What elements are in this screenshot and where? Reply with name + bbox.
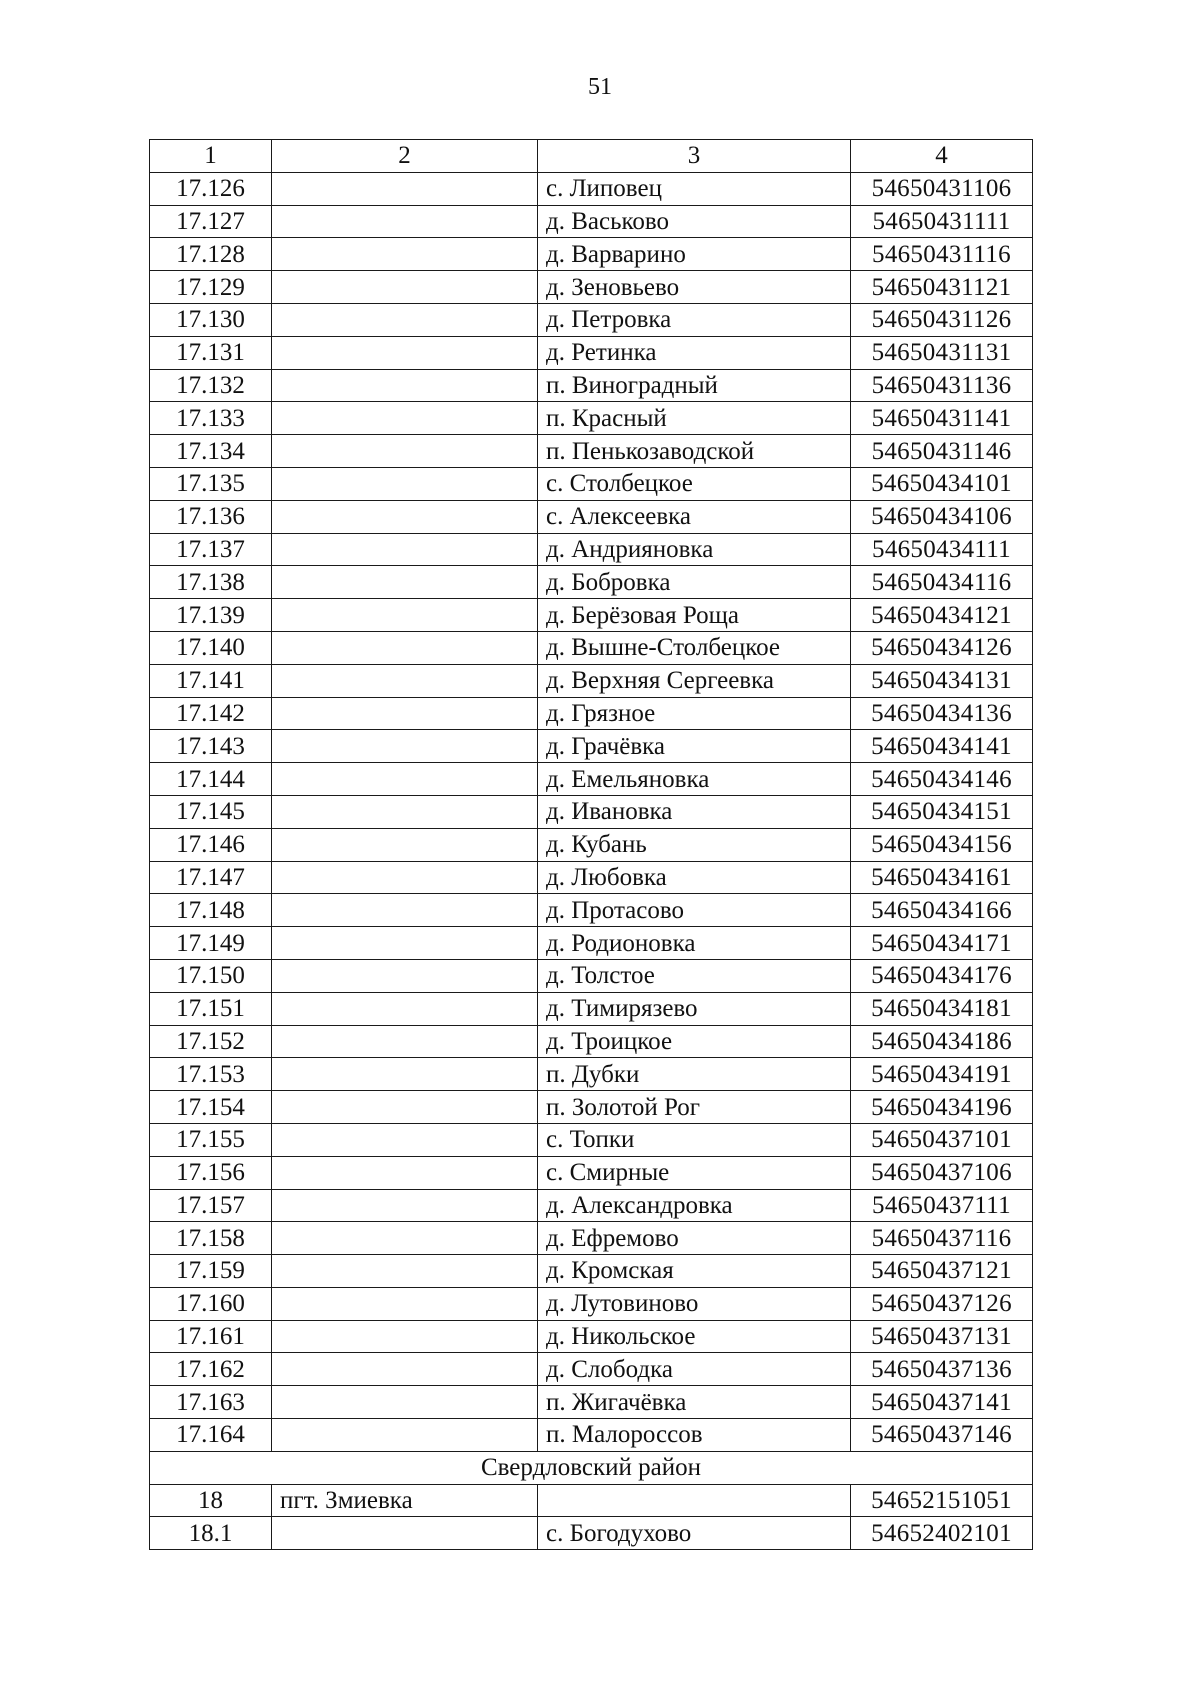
oktmo-code-cell: 54650434181 [851,992,1033,1025]
oktmo-code-cell: 54650434131 [851,664,1033,697]
settlement-cell: д. Грязное [538,697,851,730]
municipality-cell [272,828,538,861]
settlement-cell: с. Топки [538,1123,851,1156]
municipality-cell [272,1058,538,1091]
table-row [150,238,1033,271]
table-body [150,140,1033,1550]
table-row [150,369,1033,402]
municipality-cell [272,599,538,632]
settlement-cell: с. Алексеевка [538,500,851,533]
municipality-cell [272,992,538,1025]
municipality-cell [272,205,538,238]
row-number-cell: 17.160 [150,1287,272,1320]
municipality-cell [272,763,538,796]
settlement-cell: д. Кромская [538,1255,851,1288]
oktmo-code-cell: 54650434146 [851,763,1033,796]
table-row [150,1189,1033,1222]
settlement-cell: п. Дубки [538,1058,851,1091]
row-number-cell: 17.143 [150,730,272,763]
municipality-cell [272,631,538,664]
row-number-cell: 17.137 [150,533,272,566]
table-row [150,861,1033,894]
municipality-cell [272,1320,538,1353]
municipality-cell [272,927,538,960]
row-number-cell: 17.154 [150,1091,272,1124]
oktmo-code-cell: 54650434141 [851,730,1033,763]
municipality-cell [272,303,538,336]
settlement-cell: д. Андрияновка [538,533,851,566]
table-row [150,172,1033,205]
oktmo-code-cell: 54650437121 [851,1255,1033,1288]
row-number-cell: 17.149 [150,927,272,960]
municipality-cell [272,566,538,599]
settlement-cell: п. Красный [538,402,851,435]
municipality-cell [272,730,538,763]
row-number-cell: 17.158 [150,1222,272,1255]
row-number-cell: 17.148 [150,894,272,927]
oktmo-code-cell: 54650434196 [851,1091,1033,1124]
row-number-cell: 17.146 [150,828,272,861]
settlement-cell: п. Золотой Рог [538,1091,851,1124]
row-number-cell: 17.152 [150,1025,272,1058]
row-number-cell: 17.164 [150,1419,272,1452]
row-number-cell: 17.128 [150,238,272,271]
table-row [150,631,1033,664]
oktmo-code-cell: 54650437111 [851,1189,1033,1222]
table-row [150,1484,1033,1517]
settlement-cell: д. Никольское [538,1320,851,1353]
row-number-cell: 17.126 [150,172,272,205]
settlements-table [149,139,1033,1550]
settlement-cell: д. Кубань [538,828,851,861]
municipality-cell [272,1189,538,1222]
table-row [150,336,1033,369]
row-number-cell: 17.133 [150,402,272,435]
oktmo-code-cell: 54650431131 [851,336,1033,369]
row-number-cell: 17.131 [150,336,272,369]
settlement-cell: д. Емельяновка [538,763,851,796]
column-header-4: 4 [851,140,1033,173]
settlement-cell: д. Слободка [538,1353,851,1386]
municipality-cell [272,1419,538,1452]
table-row [150,1287,1033,1320]
settlement-cell: с. Столбецкое [538,467,851,500]
municipality-cell [272,795,538,828]
municipality-cell [272,402,538,435]
oktmo-code-cell: 54650431136 [851,369,1033,402]
table-row [150,795,1033,828]
row-number-cell: 17.150 [150,959,272,992]
oktmo-code-cell: 54650431141 [851,402,1033,435]
row-number-cell: 17.151 [150,992,272,1025]
settlement-cell: д. Родионовка [538,927,851,960]
settlement-cell [538,1484,851,1517]
oktmo-code-cell: 54650434166 [851,894,1033,927]
row-number-cell: 17.140 [150,631,272,664]
table-row [150,435,1033,468]
settlement-cell: д. Зеновьево [538,271,851,304]
oktmo-code-cell: 54650431111 [851,205,1033,238]
municipality-cell [272,271,538,304]
row-number-cell: 17.161 [150,1320,272,1353]
municipality-cell [272,1353,538,1386]
table-row [150,828,1033,861]
row-number-cell: 17.147 [150,861,272,894]
oktmo-code-cell: 54650431116 [851,238,1033,271]
table-row [150,959,1033,992]
municipality-cell [272,336,538,369]
settlement-cell: с. Богодухово [538,1517,851,1550]
table-row [150,1025,1033,1058]
oktmo-code-cell: 54650434111 [851,533,1033,566]
table-row [150,927,1033,960]
row-number-cell: 18.1 [150,1517,272,1550]
table-row [150,566,1033,599]
row-number-cell: 17.156 [150,1156,272,1189]
oktmo-code-cell: 54650434151 [851,795,1033,828]
municipality-cell [272,664,538,697]
oktmo-code-cell: 54650437131 [851,1320,1033,1353]
oktmo-code-cell: 54650434116 [851,566,1033,599]
municipality-cell [272,1123,538,1156]
settlement-cell: д. Любовка [538,861,851,894]
table-row [150,402,1033,435]
row-number-cell: 17.129 [150,271,272,304]
settlement-cell: д. Ивановка [538,795,851,828]
oktmo-code-cell: 54650437136 [851,1353,1033,1386]
table-row [150,1419,1033,1452]
column-header-3: 3 [538,140,851,173]
settlement-cell: п. Малороссов [538,1419,851,1452]
table-row [150,533,1033,566]
settlement-cell: д. Петровка [538,303,851,336]
table-row [150,1058,1033,1091]
municipality-cell [272,1517,538,1550]
table-row [150,500,1033,533]
oktmo-code-cell: 54650434106 [851,500,1033,533]
oktmo-code-cell: 54650434136 [851,697,1033,730]
municipality-cell [272,1156,538,1189]
row-number-cell: 17.155 [150,1123,272,1156]
settlement-cell: д. Васьково [538,205,851,238]
table-row [150,1517,1033,1550]
row-number-cell: 18 [150,1484,272,1517]
row-number-cell: 17.138 [150,566,272,599]
section-row [150,1451,1033,1484]
oktmo-code-cell: 54652151051 [851,1484,1033,1517]
settlement-cell: п. Жигачёвка [538,1386,851,1419]
settlement-cell: д. Вышне-Столбецкое [538,631,851,664]
table-row [150,763,1033,796]
row-number-cell: 17.132 [150,369,272,402]
municipality-cell [272,500,538,533]
municipality-cell [272,1386,538,1419]
row-number-cell: 17.141 [150,664,272,697]
row-number-cell: 17.157 [150,1189,272,1222]
column-header-1: 1 [150,140,272,173]
row-number-cell: 17.130 [150,303,272,336]
oktmo-code-cell: 54650434156 [851,828,1033,861]
section-title: Свердловский район [150,1451,1033,1484]
table-row [150,1320,1033,1353]
municipality-cell [272,1091,538,1124]
table-row [150,1353,1033,1386]
table-row [150,303,1033,336]
oktmo-code-cell: 54650434191 [851,1058,1033,1091]
settlement-cell: д. Бобровка [538,566,851,599]
page-number: 51 [588,74,612,100]
oktmo-code-cell: 54650437106 [851,1156,1033,1189]
municipality-cell [272,369,538,402]
table-header-row [150,140,1033,173]
municipality-cell [272,435,538,468]
table-row [150,467,1033,500]
row-number-cell: 17.139 [150,599,272,632]
row-number-cell: 17.163 [150,1386,272,1419]
municipality-cell [272,238,538,271]
municipality-cell [272,467,538,500]
table-row [150,1222,1033,1255]
municipality-cell [272,959,538,992]
oktmo-code-cell: 54650437116 [851,1222,1033,1255]
municipality-cell [272,1255,538,1288]
table-row [150,730,1033,763]
settlement-cell: д. Грачёвка [538,730,851,763]
table-row [150,1091,1033,1124]
settlement-cell: д. Варварино [538,238,851,271]
settlement-cell: д. Александровка [538,1189,851,1222]
row-number-cell: 17.136 [150,500,272,533]
table-row [150,992,1033,1025]
table-row [150,271,1033,304]
settlement-cell: с. Липовец [538,172,851,205]
settlement-cell: д. Троицкое [538,1025,851,1058]
municipality-cell [272,894,538,927]
settlement-cell: д. Протасово [538,894,851,927]
municipality-cell [272,1025,538,1058]
oktmo-code-cell: 54650434176 [851,959,1033,992]
municipality-cell [272,533,538,566]
table-row [150,205,1033,238]
oktmo-code-cell: 54650434161 [851,861,1033,894]
table-row [150,599,1033,632]
municipality-cell [272,697,538,730]
settlement-cell: п. Виноградный [538,369,851,402]
settlement-cell: п. Пенькозаводской [538,435,851,468]
table-row [150,664,1033,697]
municipality-cell [272,1287,538,1320]
row-number-cell: 17.127 [150,205,272,238]
settlement-cell: д. Ретинка [538,336,851,369]
municipality-cell [272,172,538,205]
settlement-cell: д. Тимирязево [538,992,851,1025]
oktmo-code-cell: 54650434126 [851,631,1033,664]
table-row [150,1123,1033,1156]
oktmo-code-cell: 54650434171 [851,927,1033,960]
row-number-cell: 17.134 [150,435,272,468]
oktmo-code-cell: 54650431126 [851,303,1033,336]
oktmo-code-cell: 54650434121 [851,599,1033,632]
settlement-cell: д. Ефремово [538,1222,851,1255]
settlement-cell: д. Верхняя Сергеевка [538,664,851,697]
table-row [150,697,1033,730]
oktmo-code-cell: 54650434186 [851,1025,1033,1058]
table-row [150,1386,1033,1419]
column-header-2: 2 [272,140,538,173]
municipality-cell: пгт. Змиевка [272,1484,538,1517]
settlement-cell: д. Толстое [538,959,851,992]
oktmo-code-cell: 54650431106 [851,172,1033,205]
row-number-cell: 17.162 [150,1353,272,1386]
municipality-cell [272,861,538,894]
row-number-cell: 17.135 [150,467,272,500]
settlement-cell: д. Берёзовая Роща [538,599,851,632]
municipality-cell [272,1222,538,1255]
oktmo-code-cell: 54650434101 [851,467,1033,500]
row-number-cell: 17.144 [150,763,272,796]
row-number-cell: 17.159 [150,1255,272,1288]
table-row [150,894,1033,927]
oktmo-code-cell: 54650437141 [851,1386,1033,1419]
settlement-cell: д. Лутовиново [538,1287,851,1320]
oktmo-code-cell: 54650431121 [851,271,1033,304]
oktmo-code-cell: 54650437146 [851,1419,1033,1452]
oktmo-code-cell: 54652402101 [851,1517,1033,1550]
oktmo-code-cell: 54650431146 [851,435,1033,468]
oktmo-code-cell: 54650437101 [851,1123,1033,1156]
row-number-cell: 17.142 [150,697,272,730]
oktmo-code-cell: 54650437126 [851,1287,1033,1320]
row-number-cell: 17.145 [150,795,272,828]
settlement-cell: с. Смирные [538,1156,851,1189]
table-row [150,1156,1033,1189]
table-row [150,1255,1033,1288]
row-number-cell: 17.153 [150,1058,272,1091]
